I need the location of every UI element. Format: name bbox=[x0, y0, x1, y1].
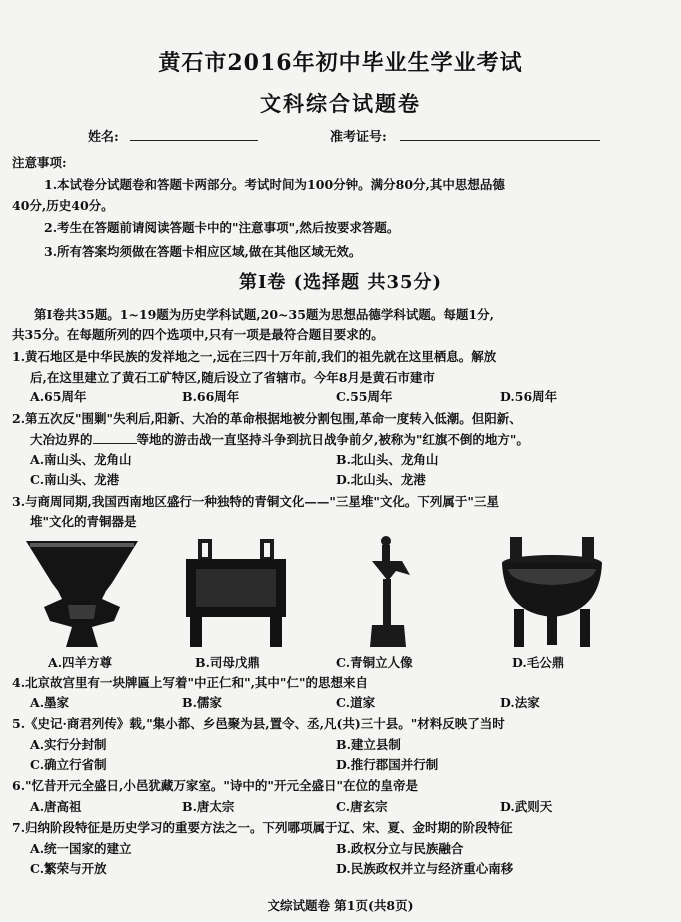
q6-option-a: A.唐高祖 bbox=[30, 799, 82, 814]
bronze-figure-image bbox=[366, 535, 414, 650]
q2-option-b: B.北山头、龙角山 bbox=[336, 452, 439, 467]
name-label: 姓名: bbox=[88, 130, 119, 145]
q6-option-c: C.唐玄宗 bbox=[336, 799, 388, 814]
notes-heading: 注意事项: bbox=[12, 155, 67, 170]
question-6: 6."忆昔开元全盛日,小邑犹藏万家室。"诗中的"开元全盛日"在位的皇帝是 bbox=[12, 778, 418, 793]
ticket-number-label: 准考证号: bbox=[330, 130, 387, 145]
exam-subtitle: 文科综合试题卷 bbox=[260, 91, 421, 116]
section-intro: 第Ⅰ卷共35题。1~19题为历史学科试题,20~35题为思想品德学科试题。每题1分, bbox=[34, 307, 494, 322]
q2-option-a: A.南山头、龙角山 bbox=[30, 452, 132, 467]
q3-option-c: C.青铜立人像 bbox=[336, 655, 413, 670]
q5-option-c: C.确立行省制 bbox=[30, 757, 107, 772]
question-4: 4.北京故宫里有一块牌匾上写着"中正仁和",其中"仁"的思想来自 bbox=[12, 675, 368, 690]
note-item-2: 2.考生在答题前请阅读答题卡中的"注意事项",然后按要求答题。 bbox=[44, 220, 400, 235]
page-footer: 文综试题卷 第1页(共8页) bbox=[267, 898, 414, 913]
q5-option-d: D.推行郡国并行制 bbox=[336, 757, 439, 772]
q4-option-c: C.道家 bbox=[336, 695, 376, 710]
ticket-number-field-line bbox=[400, 140, 600, 141]
q4-option-d: D.法家 bbox=[500, 695, 540, 710]
question-2-cont-end: 等地的游击战一直坚持斗争到抗日战争前夕,被称为"红旗不倒的地方"。 bbox=[136, 432, 529, 447]
answer-blank bbox=[93, 443, 137, 444]
question-2-cont bbox=[30, 430, 529, 450]
note-item-1: 1.本试卷分试题卷和答题卡两部分。考试时间为100分钟。满分80分,其中思想品德 bbox=[44, 177, 505, 192]
q4-option-a: A.墨家 bbox=[30, 695, 70, 710]
q7-option-a: A.统一国家的建立 bbox=[30, 841, 132, 856]
question-2-cont-start: 大冶边界的 bbox=[30, 432, 93, 447]
q3-option-b: B.司母戊鼎 bbox=[195, 655, 260, 670]
question-3: 3.与商周同期,我国西南地区盛行一种独特的青铜文化——"三星堆"文化。下列属于"三星 bbox=[12, 494, 499, 509]
q1-option-a: A.65周年 bbox=[30, 389, 87, 404]
q5-option-b: B.建立县制 bbox=[336, 737, 401, 752]
question-7: 7.归纳阶段特征是历史学习的重要方法之一。下列哪项属于辽、宋、夏、金时期的阶段特征 bbox=[12, 820, 513, 835]
q1-option-d: D.56周年 bbox=[500, 389, 558, 404]
q2-option-d: D.北山头、龙港 bbox=[336, 472, 426, 487]
q6-option-d: D.武则天 bbox=[500, 799, 553, 814]
round-ding-image bbox=[496, 535, 608, 650]
question-5: 5.《史记·商君列传》载,"集小都、乡邑聚为县,置令、丞,凡(共)三十县。"材料反映了当时 bbox=[12, 716, 505, 731]
q6-option-b: B.唐太宗 bbox=[182, 799, 235, 814]
q7-option-c: C.繁荣与开放 bbox=[30, 861, 107, 876]
q4-option-b: B.儒家 bbox=[182, 695, 222, 710]
question-1: 1.黄石地区是中华民族的发祥地之一,远在三四十万年前,我们的祖先就在这里栖息。解放 bbox=[12, 349, 497, 364]
q1-option-b: B.66周年 bbox=[182, 389, 240, 404]
zun-vessel-image bbox=[22, 535, 142, 650]
note-item-3: 3.所有答案均须做在答题卡相应区域,做在其他区域无效。 bbox=[44, 244, 362, 259]
note-item-1-cont: 40分,历史40分。 bbox=[12, 198, 114, 213]
name-field-line bbox=[130, 140, 258, 141]
q3-option-d: D.毛公鼎 bbox=[512, 655, 565, 670]
section-title: 第Ⅰ卷 (选择题 共35分) bbox=[238, 272, 443, 293]
section-intro-cont: 共35分。在每题所列的四个选项中,只有一项是最符合题目要求的。 bbox=[12, 327, 384, 342]
bronze-figures bbox=[0, 535, 681, 680]
q2-option-c: C.南山头、龙港 bbox=[30, 472, 120, 487]
ding-vessel-image bbox=[182, 535, 290, 650]
question-1-cont: 后,在这里建立了黄石工矿特区,随后设立了省辖市。今年8月是黄石市建市 bbox=[30, 370, 435, 385]
q5-option-a: A.实行分封制 bbox=[30, 737, 107, 752]
q1-option-c: C.55周年 bbox=[336, 389, 393, 404]
q3-option-a: A.四羊方尊 bbox=[48, 655, 113, 670]
question-3-cont: 堆"文化的青铜器是 bbox=[30, 514, 137, 529]
q7-option-b: B.政权分立与民族融合 bbox=[336, 841, 464, 856]
q7-option-d: D.民族政权并立与经济重心南移 bbox=[336, 861, 514, 876]
question-2: 2.第五次反"围剿"失利后,阳新、大冶的革命根据地被分割包围,革命一度转入低潮。但阳新、 bbox=[12, 411, 522, 426]
exam-title: 黄石市2016年初中毕业生学业考试 bbox=[158, 50, 523, 76]
